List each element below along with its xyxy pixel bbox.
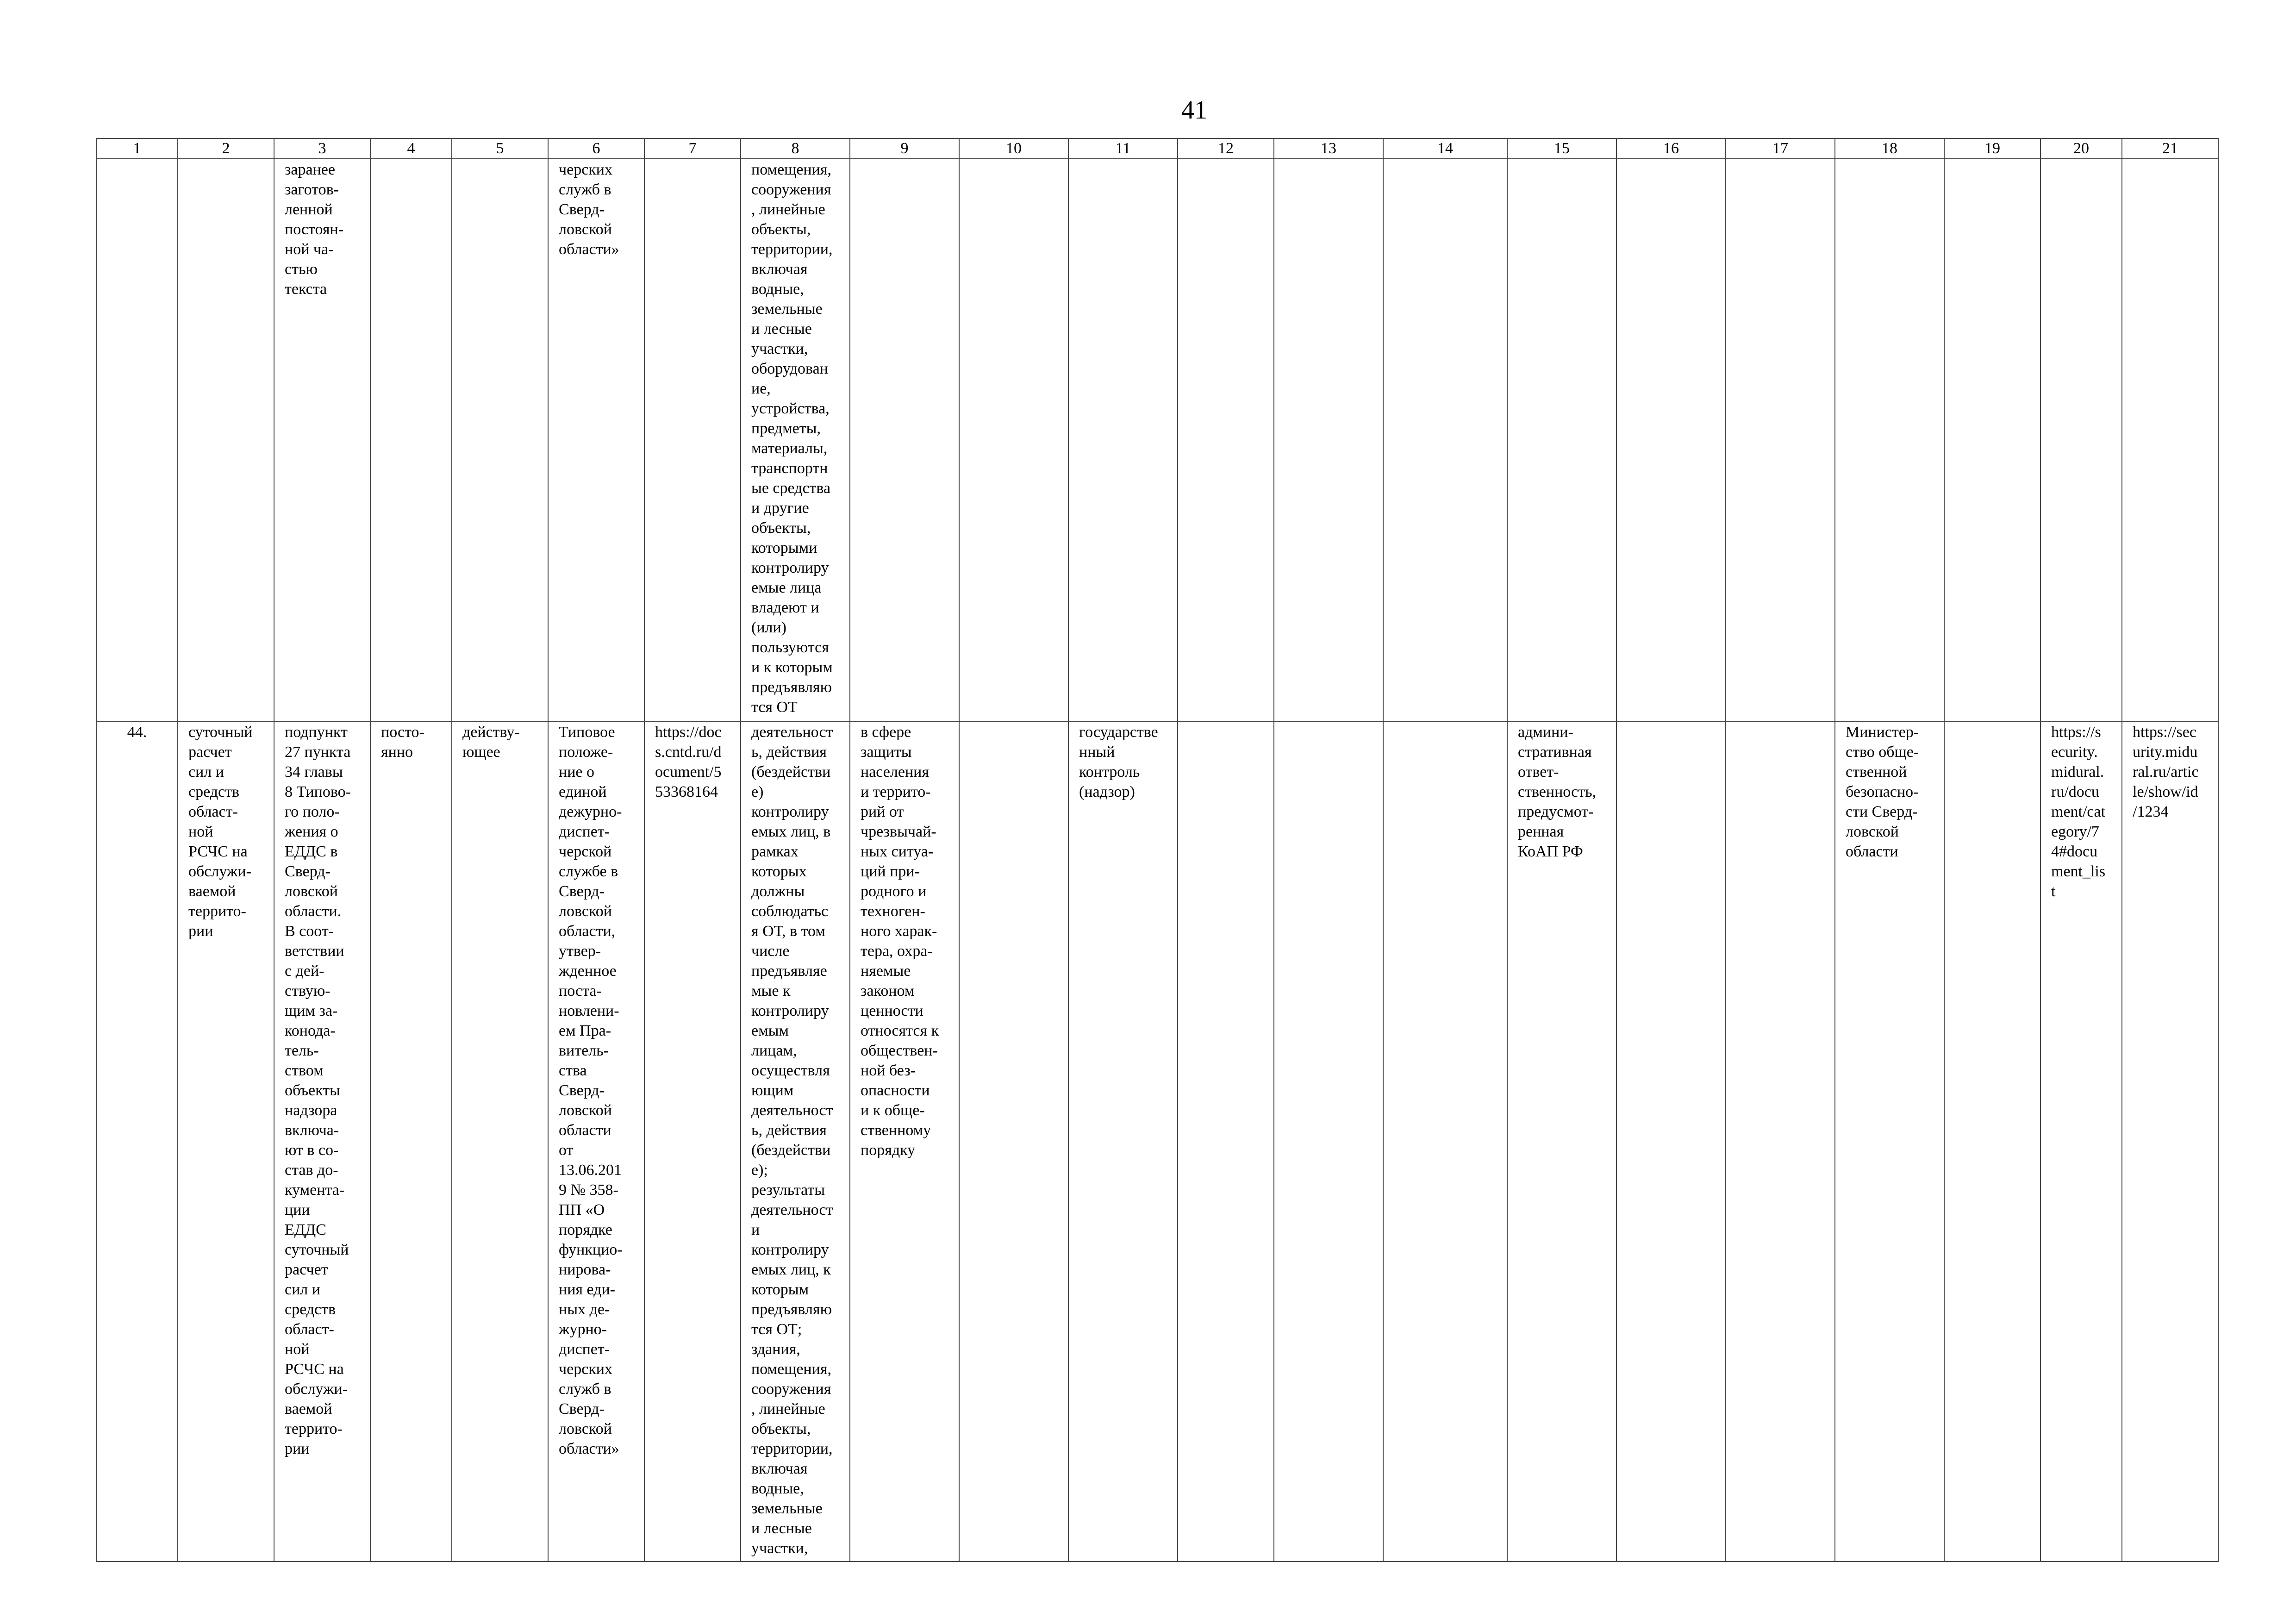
table-cell: черских служб в Сверд- ловской области» <box>548 159 644 721</box>
header-cell: 3 <box>274 138 370 159</box>
table-cell: в сфере защиты населения и террито- рий от чрезвычай- ных ситуа- ций при- родного и техноген- ного харак- тера, охра- няемые законом ценности относятся к обществен- ной без- опасности и к обще- ственному порядку <box>850 721 959 1562</box>
table-cell: действу- ющее <box>452 721 548 1562</box>
table-cell <box>1835 159 1944 721</box>
table-cell <box>1944 721 2040 1562</box>
header-cell: 4 <box>370 138 452 159</box>
table-cell <box>1274 159 1383 721</box>
table-cell: деятельност ь, действия (бездействи е) контролиру емых лиц, в рамках которых должны соблюдатьс я ОТ, в том числе предъявляе мые к контролиру емым лицам, осуществля ющим деятельност ь, действия (бездействи е); результаты деятельност и контролиру емых лиц, к которым предъявляю тся ОТ; здания, помещения, сооружения , линейные объекты, территории, включая водные, земельные и лесные участки, <box>741 721 850 1562</box>
table-cell <box>370 159 452 721</box>
header-cell: 9 <box>850 138 959 159</box>
table-cell <box>2122 159 2218 721</box>
header-cell: 5 <box>452 138 548 159</box>
header-cell: 8 <box>741 138 850 159</box>
header-cell: 21 <box>2122 138 2218 159</box>
table-cell <box>1507 159 1616 721</box>
table-cell <box>1274 721 1383 1562</box>
table-cell <box>1068 159 1178 721</box>
table-cell <box>1726 159 1835 721</box>
table-row-44 <box>96 721 2218 1562</box>
table-cell <box>959 159 1068 721</box>
header-cell: 10 <box>959 138 1068 159</box>
table-cell <box>96 159 178 721</box>
header-cell: 6 <box>548 138 644 159</box>
table-cell <box>2040 159 2122 721</box>
table-cell: заранее заготов- ленной постоян- ной ча- стью текста <box>274 159 370 721</box>
table-cell: админи- стративная ответ- ственность, предусмот- ренная КоАП РФ <box>1507 721 1616 1562</box>
header-cell: 16 <box>1616 138 1726 159</box>
header-cell: 1 <box>96 138 178 159</box>
table-cell: Типовое положе- ние о единой дежурно- диспет- черской службе в Сверд- ловской области, утвер- жденное поста- новлени- ем Пра- витель- ства Сверд- ловской области от 13.06.201 9 № 358- ПП «О порядке функцио- нирова- ния еди- ных де- журно- диспет- черских служб в Сверд- ловской области» <box>548 721 644 1562</box>
table-cell <box>644 159 741 721</box>
table-cell: подпункт 27 пункта 34 главы 8 Типово- го поло- жения о ЕДДС в Сверд- ловской области. В соот- ветствии с дей- ствую- щим за- конода- тель- ством объекты надзора включа- ют в со- став до- кумента- ции ЕДДС суточный расчет сил и средств област- ной РСЧС на обслужи- ваемой террито- рии <box>274 721 370 1562</box>
header-cell: 11 <box>1068 138 1178 159</box>
header-cell: 15 <box>1507 138 1616 159</box>
table-cell <box>1616 159 1726 721</box>
table-cell <box>1616 721 1726 1562</box>
table-cell: помещения, сооружения , линейные объекты, территории, включая водные, земельные и лесные участки, оборудован ие, устройства, предметы, материалы, транспортн ые средства и другие объекты, которыми контролиру емые лица владеют и (или) пользуются и к которым предъявляю тся ОТ <box>741 159 850 721</box>
table-cell <box>850 159 959 721</box>
header-cell: 12 <box>1178 138 1274 159</box>
table-cell: суточный расчет сил и средств област- ной РСЧС на обслужи- ваемой террито- рии <box>178 721 274 1562</box>
table-cell <box>178 159 274 721</box>
table-header-row <box>96 138 2218 159</box>
url-cell: https://doc s.cntd.ru/d ocument/5 53368164 <box>644 721 741 1562</box>
table-row-continued <box>96 159 2218 721</box>
url-cell: https://s ecurity. midural. ru/docu ment/cat egory/7 4#docu ment_lis t <box>2040 721 2122 1562</box>
header-cell: 18 <box>1835 138 1944 159</box>
header-cell: 19 <box>1944 138 2040 159</box>
table-cell <box>1383 721 1507 1562</box>
table-cell: Министер- ство обще- ственной безопасно- сти Сверд- ловской области <box>1835 721 1944 1562</box>
header-cell: 2 <box>178 138 274 159</box>
table-cell <box>452 159 548 721</box>
table-cell: государстве нный контроль (надзор) <box>1068 721 1178 1562</box>
header-cell: 20 <box>2040 138 2122 159</box>
table-cell <box>1383 159 1507 721</box>
header-cell: 14 <box>1383 138 1507 159</box>
url-cell: https://sec urity.midu ral.ru/artic le/show/id /1234 <box>2122 721 2218 1562</box>
table-cell <box>1178 159 1274 721</box>
header-cell: 13 <box>1274 138 1383 159</box>
header-cell: 7 <box>644 138 741 159</box>
table-cell <box>1944 159 2040 721</box>
row-number-cell: 44. <box>96 721 178 1562</box>
header-cell: 17 <box>1726 138 1835 159</box>
document-table <box>96 138 2219 1562</box>
page-number: 41 <box>1181 96 1207 125</box>
table-cell <box>1726 721 1835 1562</box>
table-cell: посто- янно <box>370 721 452 1562</box>
table-cell <box>959 721 1068 1562</box>
table-cell <box>1178 721 1274 1562</box>
